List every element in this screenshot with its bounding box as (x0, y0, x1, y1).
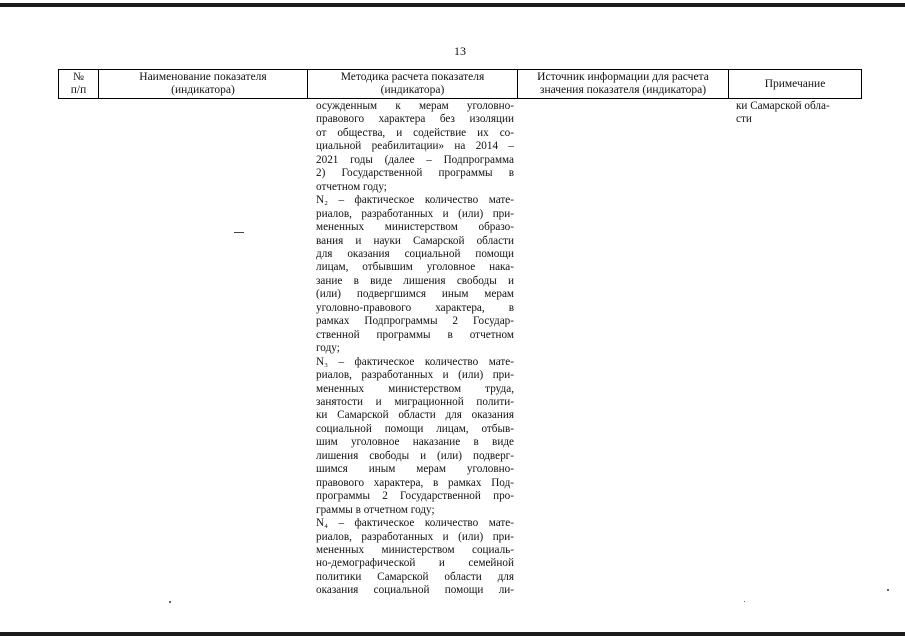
method-text-line: риалов, разработанных и (или) при- (316, 530, 514, 543)
header-col-source-line2: значения показателя (индикатора) (539, 84, 707, 96)
method-text-line: граммы в отчетном году; (316, 503, 435, 516)
header-col-name (99, 71, 307, 97)
method-text-line: от общества, и содействие их со- (316, 126, 514, 139)
scan-speck (744, 601, 745, 602)
method-text-line: 2021 годы (далее – Подпрограмма (316, 153, 514, 166)
header-col-method-line2: (индикатора) (380, 84, 445, 96)
method-text-line: N₃ – фактическое количество мате- (316, 355, 514, 368)
col-divider-5 (861, 69, 862, 99)
method-text-line: осужденным к мерам уголовно- (316, 100, 514, 112)
method-text-line: зание в виде лишения свободы и (316, 274, 514, 287)
header-col-source-line1: Источник информации для расчета (537, 71, 709, 83)
method-text-line: но-демографической и семейной (316, 557, 514, 570)
table-top-border (58, 69, 862, 70)
method-text-line: правового характера без изоляции (316, 113, 514, 126)
method-text-line: правового характера, в рамках Под- (316, 476, 514, 489)
header-col-source (518, 71, 728, 97)
method-text-line: мененных министерством труда, (316, 382, 514, 395)
scan-speck (887, 589, 889, 591)
method-text-line: (или) подвергшимся иным мерам (316, 288, 514, 301)
method-cell-text (316, 100, 514, 598)
scan-speck (169, 601, 171, 603)
method-text-line: занятости и миграционной полити- (316, 395, 514, 408)
method-text-line: 2) Государственной программы в (316, 167, 514, 180)
note-cell-text (736, 100, 856, 127)
scan-mark (234, 232, 244, 233)
method-text-line: мененных министерством социаль- (316, 543, 514, 556)
method-text-line: году; (316, 342, 340, 355)
header-col-method (308, 71, 517, 97)
method-text-line: отчетном году; (316, 180, 387, 193)
method-text-line: циальной реабилитации» на 2014 – (316, 140, 514, 153)
method-text-line: риалов, разработанных и (или) при- (316, 207, 514, 220)
note-text-line: сти (736, 113, 752, 126)
method-text-line: N₄ – фактическое количество мате- (316, 517, 514, 530)
header-col-number-line2: п/п (70, 84, 87, 96)
method-text-line: для оказания социальной помощи (316, 247, 514, 260)
method-text-line: риалов, разработанных и (или) при- (316, 369, 514, 382)
header-col-number-line1: № (73, 71, 84, 83)
method-text-line: шимся иным мерам уголовно- (316, 463, 514, 476)
header-col-method-line1: Методика расчета показателя (340, 71, 485, 83)
method-text-line: оказания социальной помощи ли- (316, 584, 514, 597)
method-text-line: N₂ – фактическое количество мате- (316, 194, 514, 207)
header-col-number (58, 71, 99, 97)
method-text-line: шим уголовное наказание в виде (316, 436, 514, 449)
method-text-line: ственной программы в отчетном (316, 328, 514, 341)
header-col-name-line1: Наименование показателя (139, 71, 267, 83)
method-text-line: рамках Подпрограммы 2 Государ- (316, 315, 514, 328)
method-text-line: вания и науки Самарской области (316, 234, 514, 247)
method-text-line: социальной помощи лицам, отбыв- (316, 422, 514, 435)
header-col-note-line1: Примечание (764, 78, 826, 90)
method-text-line: уголовно-правового характера, в (316, 301, 514, 314)
top-border-bar (0, 3, 905, 7)
header-bottom-border (58, 98, 862, 99)
method-text-line: лицам, отбывшим уголовное нака- (316, 261, 514, 274)
header-col-note (729, 78, 861, 91)
bottom-border-bar (0, 632, 905, 636)
method-text-line: мененных министерством образо- (316, 221, 514, 234)
method-text-line: политики Самарской области для (316, 570, 514, 583)
page-number: 13 (454, 44, 466, 58)
note-text-line: ки Самарской обла- (736, 100, 830, 112)
method-text-line: ки Самарской области для оказания (316, 409, 514, 422)
header-col-name-line2: (индикатора) (171, 84, 235, 96)
method-text-line: программы 2 Государственной про- (316, 490, 514, 503)
method-text-line: лишения свободы и (или) подверг- (316, 449, 514, 462)
